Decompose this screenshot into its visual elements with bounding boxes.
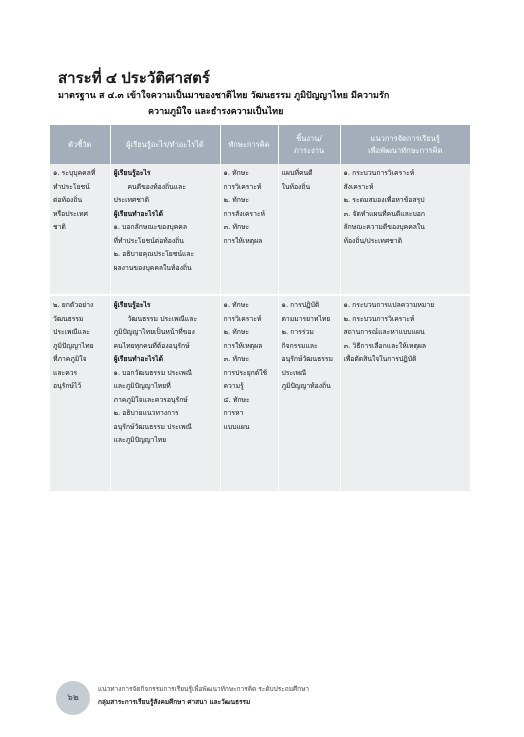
cell-line: คนดีของท้องถิ่นและ	[127, 182, 186, 191]
header-workpiece	[278, 125, 340, 164]
cell-line: วัฒนธรรม	[53, 314, 84, 323]
cell-line: อนุรักษ์ไว้	[53, 382, 82, 390]
cell-line: คนไทยทุกคนที่ต้องอนุรักษ์	[113, 341, 190, 350]
cell-line: ท้องถิ่น/ประเทศชาติ	[343, 236, 403, 245]
cell-indicator	[50, 295, 110, 491]
cell-line: ที่ภาคภูมิใจ	[53, 355, 87, 363]
cell-line: ๒. กระบวนการวิเคราะห์	[343, 314, 415, 323]
cell-line: ภาคภูมิใจและควรอนุรักษ์	[113, 395, 188, 404]
cell-line: ๑. การปฏิบัติ	[281, 301, 320, 309]
cell-indicator	[50, 164, 110, 295]
cell-line: ๑. บอกวัฒนธรรม ประเพณี	[113, 368, 193, 377]
cell-line: การให้เหตุผล	[223, 341, 263, 350]
cell-line: ชาติ	[53, 223, 66, 231]
cell-line: ๔. ทักษะ	[223, 395, 250, 404]
cell-approach	[340, 295, 470, 491]
section-heading: สาระที่ ๔ ประวัติศาสตร์	[58, 70, 210, 87]
cell-line: ประเพณีและ	[53, 328, 90, 336]
cell-line: อนุรักษ์วัฒนธรรม	[281, 355, 334, 363]
cell-line: ผลงานของบุคคลในท้องถิ่น	[113, 263, 192, 272]
cell-line: ลักษณะความดีของบุคคลใน	[343, 223, 425, 231]
header-approach	[340, 125, 470, 164]
cell-line: ผู้เรียนทำอะไรได้	[113, 209, 164, 218]
table-row	[50, 164, 470, 295]
cell-line: ๑. กระบวนการแปลความหมาย	[343, 301, 435, 309]
cell-line: และภูมิปัญญาไทย	[113, 436, 167, 444]
standard-line-1: มาตรฐาน ส ๔.๓ เข้าใจความเป็นมาของชาติไทย วัฒนธรรม ภูมิปัญญาไทย มีความรัก	[58, 91, 390, 101]
cell-line: ภูมิปัญญาไทย	[53, 341, 94, 350]
cell-line: ๒. ทักษะ	[223, 196, 250, 204]
header-line: ผู้เรียนรู้อะไร/ทำอะไรได้	[126, 139, 204, 149]
cell-line: ๒. ระดมสมองเพื่อหาข้อสรุป	[343, 196, 425, 204]
cell-learning	[110, 164, 220, 295]
cell-line: และควร	[53, 368, 78, 377]
cell-line: ต่อท้องถิ่น	[53, 196, 83, 204]
cell-line: ๓. ทักษะ	[223, 355, 250, 363]
cell-line: ๒. ทักษะ	[223, 328, 250, 336]
cell-line: หรือประเทศ	[53, 209, 88, 218]
cell-line: สถานการณ์และหาแบบแผน	[343, 328, 425, 336]
cell-line: ๑. บอกลักษณะของบุคคล	[113, 223, 187, 231]
cell-line: แบบแผน	[223, 422, 250, 431]
cell-line: ๓. ทักษะ	[223, 223, 250, 231]
footer-subject-group: กลุ่มสาระการเรียนรู้สังคมศึกษา ศาสนา และวัฒนธรรม	[98, 698, 251, 706]
cell-line: ๑. ระบุบุคคลที่	[53, 169, 96, 177]
cell-line: สังเคราะห์	[343, 182, 374, 191]
cell-thinking-skill	[220, 164, 278, 295]
cell-line: อนุรักษ์วัฒนธรรม ประเพณี	[113, 422, 192, 431]
curriculum-table	[50, 125, 470, 491]
cell-line: ที่ทำประโยชน์ต่อท้องถิ่น	[113, 236, 184, 245]
header-line: แนวการจัดการเรียนรู้	[370, 133, 440, 143]
cell-line: ๒. ยกตัวอย่าง	[53, 301, 94, 309]
cell-learning	[110, 295, 220, 491]
header-thinking-skill	[220, 125, 278, 164]
cell-line: การหา	[223, 409, 244, 417]
cell-line: การให้เหตุผล	[223, 236, 263, 245]
cell-line: ๓. จัดทำแผนที่คนดีและบอก	[343, 209, 425, 218]
cell-line: ประเทศชาติ	[113, 196, 150, 204]
cell-line: ประเพณี	[281, 368, 307, 377]
footer-book-title: แนวทางการจัดกิจกรรมการเรียนรู้เพื่อพัฒนาทักษะการคิด ระดับประถมศึกษา	[98, 685, 309, 693]
cell-line: ในท้องถิ่น	[281, 182, 311, 191]
cell-line: การวิเคราะห์	[223, 314, 262, 323]
cell-line: การประยุกต์ใช้	[223, 368, 268, 377]
cell-line: การสังเคราะห์	[223, 209, 266, 218]
cell-workpiece	[278, 164, 340, 295]
table-row	[50, 295, 470, 491]
header-line: ชิ้นงาน/	[296, 133, 322, 143]
cell-line: วัฒนธรรม ประเพณีและ	[127, 314, 198, 323]
cell-line: การวิเคราะห์	[223, 182, 262, 191]
header-indicator	[50, 125, 110, 164]
cell-thinking-skill	[220, 295, 278, 491]
table-header-row	[50, 125, 470, 164]
cell-line: ๒. การร่วม	[281, 328, 314, 336]
cell-line: ภูมิปัญญาไทยเป็นหน้าที่ของ	[113, 328, 195, 336]
cell-line: ๒. อธิบายคุณประโยชน์และ	[113, 250, 195, 258]
cell-line: ๑. ทักษะ	[223, 169, 249, 177]
cell-line: แผนที่คนดี	[281, 169, 313, 177]
cell-line: ทำประโยชน์	[53, 182, 90, 191]
cell-line: ผู้เรียนรู้อะไร	[113, 301, 151, 309]
header-line: ภาระงาน	[293, 145, 325, 155]
header-line: ตัวชี้วัด	[68, 139, 92, 149]
cell-line: และภูมิปัญญาไทยที่	[113, 382, 171, 390]
header-line: ทักษะการคิด	[228, 139, 270, 149]
header-learning	[110, 125, 220, 164]
cell-line: ๑. ทักษะ	[223, 301, 249, 309]
cell-workpiece	[278, 295, 340, 491]
cell-line: ตามมารยาทไทย	[281, 314, 331, 323]
cell-line: ๑. กระบวนการวิเคราะห์	[343, 169, 415, 177]
page-number-badge: ๖๒	[56, 681, 90, 715]
cell-line: ภูมิปัญญาท้องถิ่น	[281, 382, 331, 390]
standard-line-2: ความภูมิใจ และธำรงความเป็นไทย	[148, 107, 284, 117]
cell-line: ๓. วิธีการเลือกและให้เหตุผล	[343, 341, 427, 350]
cell-line: ๒. อธิบายแนวทางการ	[113, 409, 179, 417]
cell-line: เพื่อตัดสินใจในการปฏิบัติ	[343, 355, 417, 363]
cell-approach	[340, 164, 470, 295]
cell-line: กิจกรรมและ	[281, 341, 318, 350]
learning-standard	[58, 88, 478, 120]
cell-line: ความรู้	[223, 382, 244, 390]
cell-line: ผู้เรียนทำอะไรได้	[113, 355, 164, 363]
cell-line: ผู้เรียนรู้อะไร	[113, 169, 151, 177]
header-line: เพื่อพัฒนาทักษะการคิด	[368, 145, 443, 155]
page-footer	[98, 683, 428, 709]
